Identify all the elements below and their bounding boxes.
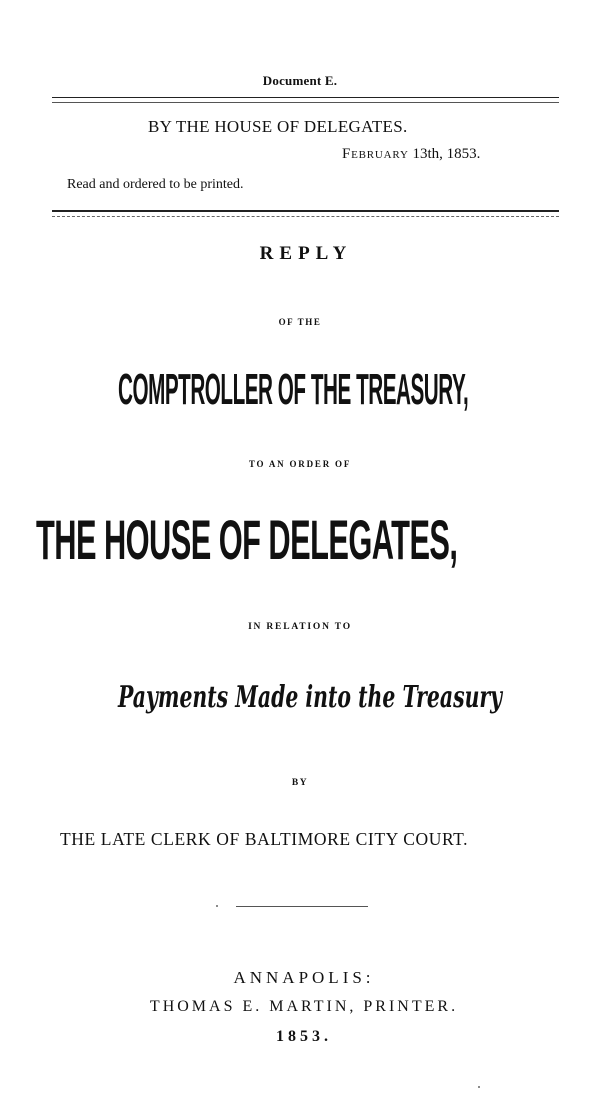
imprint-printer: THOMAS E. MARTIN, PRINTER. bbox=[149, 998, 459, 1015]
to-order-line: TO AN ORDER OF bbox=[248, 459, 352, 469]
payments-subject-text: Payments Made into the Treasury bbox=[118, 680, 503, 715]
top-double-rule bbox=[52, 97, 559, 103]
document-label: Document E. bbox=[262, 73, 338, 88]
payments-subject-heading bbox=[118, 680, 503, 721]
date-month: February bbox=[342, 146, 409, 162]
reply-heading: REPLY bbox=[259, 243, 353, 264]
by-line: BY bbox=[291, 778, 309, 788]
decorative-rule bbox=[236, 906, 368, 907]
ordered-printed-line: Read and ordered to be printed. bbox=[67, 177, 244, 192]
house-of-delegates-heading bbox=[36, 508, 566, 578]
in-relation-line: IN RELATION TO bbox=[248, 622, 352, 632]
house-of-delegates-line: BY THE HOUSE OF DELEGATES. bbox=[148, 117, 408, 136]
ink-speck bbox=[216, 905, 218, 907]
comptroller-heading bbox=[118, 365, 498, 424]
date-line bbox=[342, 146, 480, 163]
comptroller-heading-text: COMPTROLLER OF THE TREASURY, bbox=[118, 365, 469, 414]
late-clerk-line: THE LATE CLERK OF BALTIMORE CITY COURT. bbox=[60, 829, 469, 849]
house-of-delegates-heading-text: THE HOUSE OF DELEGATES, bbox=[36, 508, 458, 571]
imprint-place: ANNAPOLIS: bbox=[233, 968, 375, 987]
of-the-line: OF THE bbox=[278, 317, 322, 327]
ink-speck bbox=[478, 1086, 480, 1088]
imprint-year: 1853. bbox=[276, 1028, 332, 1045]
bottom-double-rule bbox=[52, 210, 559, 217]
date-rest: 13th, 1853. bbox=[408, 146, 481, 162]
